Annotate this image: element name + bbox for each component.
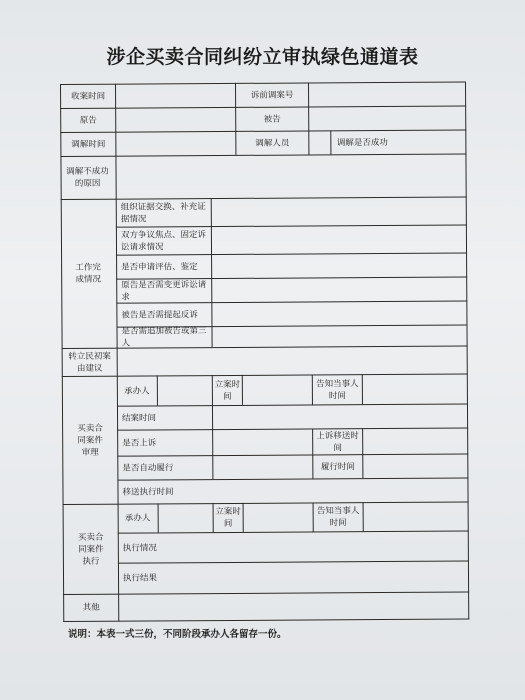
label-exec-notify-time: 告知当事人时间 [316, 506, 360, 529]
label-mediator: 调解人员 [255, 138, 290, 149]
label-notify-time: 告知当事人时间 [316, 378, 359, 401]
label-failure-reason: 调解不成功的原因 [66, 166, 109, 189]
label-close-time: 结案时间 [122, 412, 157, 424]
col-line [465, 82, 469, 620]
col-line [158, 503, 159, 532]
col-line [212, 375, 213, 405]
label-defendant: 被告 [263, 114, 281, 125]
col-line [213, 503, 214, 532]
footnote: 说明：本表一式三份，不同阶段承办人各留存一份。 [68, 629, 287, 640]
label-civil-suggest: 转立民初案由建议 [68, 351, 111, 374]
task-dispute-focus: 双方争议焦点、固定诉讼请求情况 [120, 229, 206, 253]
label-work-status: 工作完成情况 [75, 262, 101, 285]
label-transfer-exec-time: 移送执行时间 [122, 486, 174, 498]
col-line [157, 375, 158, 405]
col-line [212, 405, 213, 479]
label-exec-status: 执行情况 [122, 542, 157, 554]
col-line [308, 82, 309, 154]
label-other: 其他 [82, 602, 100, 613]
task-appraisal: 是否申请评估、鉴定 [121, 261, 198, 273]
col-line [115, 84, 119, 622]
form-table [60, 82, 469, 621]
col-line [362, 428, 363, 478]
col-line [330, 130, 331, 154]
label-voluntary-perform: 是否自动履行 [122, 462, 174, 474]
label-receive-time: 收案时间 [71, 91, 106, 102]
label-filing-time: 立案时间 [214, 379, 241, 402]
col-line [243, 503, 244, 532]
col-line [362, 374, 363, 404]
task-evidence: 组织证据交换、补充证据情况 [120, 201, 206, 225]
label-appeal: 是否上诉 [122, 437, 157, 449]
label-plaintiff: 原告 [79, 115, 97, 126]
label-trial-section: 买卖合同案件审理 [77, 423, 103, 458]
label-exec-result: 执行结果 [122, 573, 158, 584]
label-handler: 承办人 [124, 385, 150, 397]
col-line [313, 502, 314, 531]
task-counterclaim: 被告是否需提起反诉 [121, 309, 198, 321]
page-title: 涉企买卖合同纠纷立审执绿色通道表 [106, 46, 419, 68]
task-change-claim: 原告是否需变更诉讼请求 [121, 279, 207, 303]
label-mediation-time: 调解时间 [71, 139, 106, 150]
label-exec-section: 买卖合同案件执行 [77, 532, 104, 567]
label-appeal-transfer-time: 上诉移送时间 [316, 430, 359, 453]
label-exec-filing-time: 立案时间 [215, 506, 241, 530]
label-pre-mediation-no: 诉前调案号 [250, 90, 294, 101]
col-line [242, 375, 243, 405]
label-mediation-success: 调解是否成功 [336, 137, 388, 148]
row-line [63, 619, 469, 622]
task-add-party: 是否需追加被告或第三人 [121, 326, 207, 349]
label-exec-handler: 承办人 [124, 513, 151, 524]
col-line [363, 502, 364, 531]
col-line [312, 374, 313, 404]
label-perform-time: 履行时间 [320, 461, 355, 472]
col-line [60, 84, 64, 622]
